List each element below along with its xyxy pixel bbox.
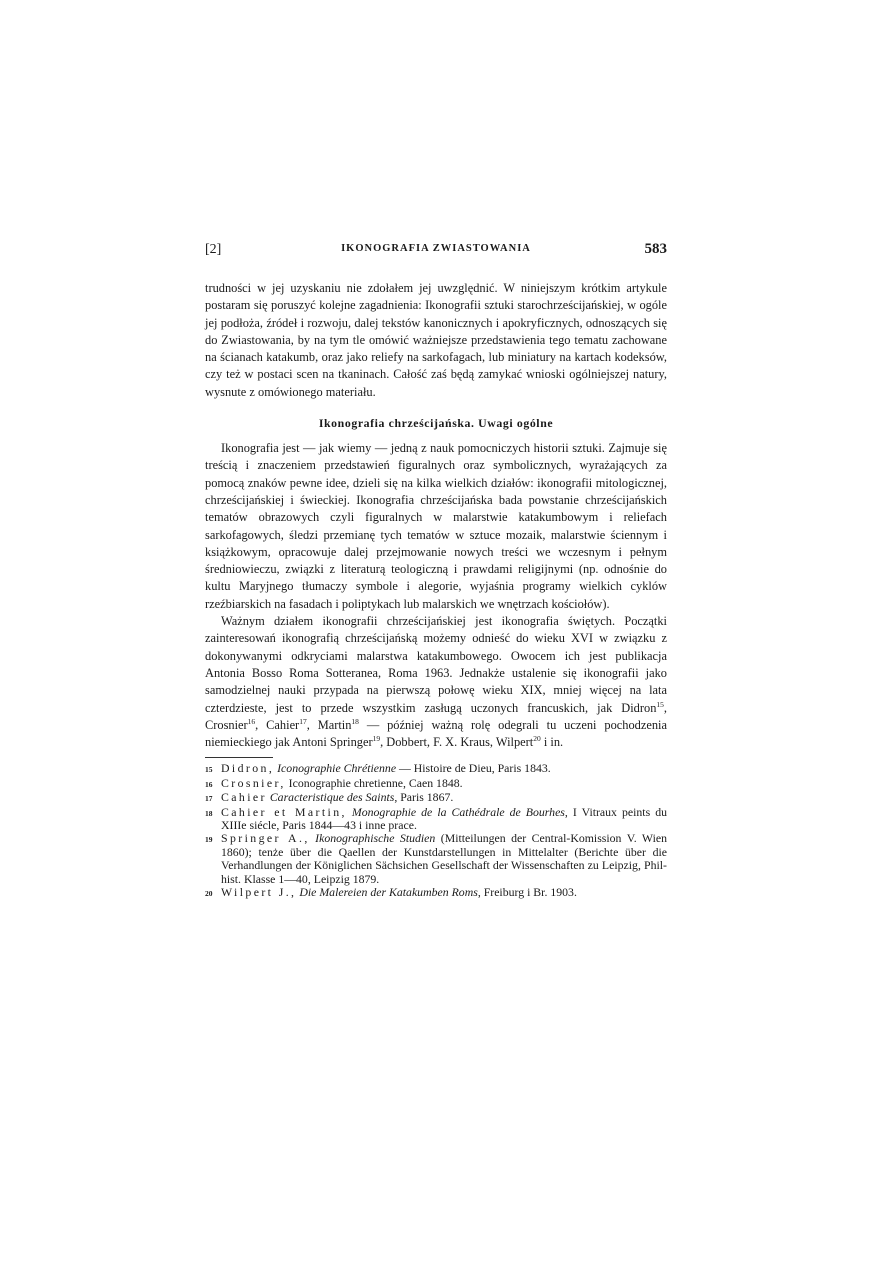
paragraph-text: i in. (540, 735, 564, 750)
footnote-number: 15 (205, 765, 213, 775)
footnote-ref[interactable]: 17 (299, 716, 307, 726)
footnote-title: Caracteristique des Saints (269, 790, 395, 805)
intro-paragraph: trudności w jej uzyskaniu nie zdołałem jej uwzględnić. W niniejszym krótkim artykule postaram się poruszyć kolejne zagadnienia: Ikonografii sztuki starochrześcijańskiej, w ogóle jej podłoża, źródeł i rozwoju, dalej tekstów kanonicznych i apokryficznych, odnoszących się do Zwiastowania, by na tym tle omówić ważniejsze przedstawienia tego tematu zachowane na ścianach katakumb, oraz jako reliefy na sarkofagach, lub miniatury na kartach kodeksów, czy też w postaci scen na tkaninach. Całość zaś będą zamykać wnioski ogólniejszej natury, wysnute z omówionego materiału. (205, 281, 667, 399)
footnote-text (221, 806, 667, 833)
footnote-text (221, 832, 667, 886)
footnote-number: 16 (205, 779, 213, 789)
document-page (205, 240, 667, 900)
paragraph-text: Ważnym działem ikonografii chrześcijańskiej jest ikonografia świętych. Początki zainteresowań ikonografią chrześcijańską możemy odnieść do wieku XVI w związku z dokonywanymi odkryciami malarstwa katakumbowego. Owocem ich jest publikacja Antonia Bosso Roma Sotteranea, Roma 1963. Jednakże ustalenie się ikonografii jako samodzielnej nauki przypada na pierwszą połowę wieku XIX, mniej więcej na lata czterdzieste, jest to przede wszystkim zasługą uczonych francuskich, jak Didron (205, 614, 667, 715)
footnote-rest: Iconographie chretienne, Caen 1848. (285, 775, 463, 790)
paragraph-text: , Cahier (255, 717, 300, 732)
footnote-author: Cahier et Martin, (221, 804, 347, 819)
footnote (205, 806, 667, 833)
footnote-rest: (Mitteilungen der Central-Komission V. Wien 1860); tenże über die Qaellen der Kunstdarstellungen in Mittelalter (Berichte über die Verhandlungen der Königlichen Sächsichen Gesellschaft der Wissenschaften zu Leipzig, Phil-hist. Klasse 1—40, Leipzig 1879. (221, 831, 667, 886)
footnote (205, 832, 667, 886)
footnote-rest: , Paris 1867. (394, 790, 454, 805)
footnote-author: Didron, (221, 761, 275, 776)
footnote-title: Die Malereien der Katakumben Roms (299, 885, 478, 900)
paragraph-text: , Crosnier (205, 700, 667, 732)
page-number: 583 (644, 241, 667, 257)
footnote-text (221, 762, 667, 776)
footnote-ref[interactable]: 19 (372, 734, 381, 743)
footnote (205, 791, 667, 805)
paragraph-text: , Martin (306, 717, 352, 732)
paragraph-text: , Dobbert, F. X. Kraus, Wilpert (380, 735, 534, 750)
footnote-author: Springer A., (221, 831, 310, 846)
footnote-title: Iconographie Chrétienne (277, 761, 397, 776)
footnotes (205, 762, 667, 900)
footnote-author: Cahier (221, 790, 267, 805)
footnote-ref[interactable]: 20 (533, 734, 541, 743)
footnote-rest: , I Vitraux peints du XIIIe siécle, Paris 1844—43 i inne prace. (221, 804, 667, 833)
footnote-title: Monographie de la Cathédrale de Bourhes (351, 804, 565, 819)
footnote-text (221, 886, 667, 900)
paragraph-text: — później ważną rolę odegrali tu uczeni pochodzenia niemieckiego jak Antoni Springer (205, 717, 667, 750)
footnote-author: Crosnier, (221, 775, 286, 790)
footnote (205, 886, 667, 900)
paragraph-iconography: Ikonografia jest — jak wiemy — jedną z nauk pomocniczych historii sztuki. Zajmuje się treścią i znaczeniem przedstawień figuralnych oraz symbolicznych, wyrażających za pomocą znaków pewne idee, dzieli się na kilka wielkich działów: ikonografii mitologicznej, chrześcijańskiej i świeckiej. Ikonografia chrześcijańska bada powstanie chrześcijańskich tematów obrazowych czyli figuralnych w malarstwie katakumbowym i reliefach sarkofagowych, śledzi przemianę tych tematów w sztuce mozaik, malarstwie ściennym i książkowym, opracowuje dalej przejmowanie nowych treści we wczesnym i pełnym średniowieczu, związki z literaturą teologiczną i prawdami religijnymi (np. odnośnie do kultu Maryjnego tłumaczy symbole i alegorie, wyjaśnia programy wielkich cyklów rzeźbiarskich na fasadach i poliptykach lub malarskich we wnętrzach kościołów). (205, 441, 667, 611)
footnote (205, 762, 667, 776)
footnote-number: 19 (205, 835, 213, 845)
footnote-rest: , Freiburg i Br. 1903. (477, 885, 577, 900)
footnote-ref[interactable]: 15 (656, 699, 664, 709)
footnote (205, 777, 667, 791)
footnote-rest: — Histoire de Dieu, Paris 1843. (396, 761, 551, 776)
footnote-author: Wilpert J., (221, 885, 297, 900)
section-number: [2] (205, 242, 222, 257)
footnote-ref[interactable]: 18 (351, 716, 359, 726)
footnote-text (221, 777, 667, 791)
footnote-number: 18 (205, 808, 213, 818)
running-head (205, 240, 667, 264)
footnote-ref[interactable]: 16 (247, 716, 256, 726)
footnote-number: 17 (205, 794, 213, 804)
footnote-divider (205, 757, 273, 758)
footnote-title: Ikonographische Studien (315, 831, 436, 846)
section-heading: Ikonografia chrześcijańska. Uwagi ogólne (318, 416, 554, 431)
footnote-text (221, 791, 667, 805)
footnote-number: 20 (205, 889, 213, 899)
body-text (205, 280, 667, 751)
running-title: IKONOGRAFIA ZWIASTOWANIA (341, 243, 531, 254)
paragraph-saints (205, 613, 667, 751)
